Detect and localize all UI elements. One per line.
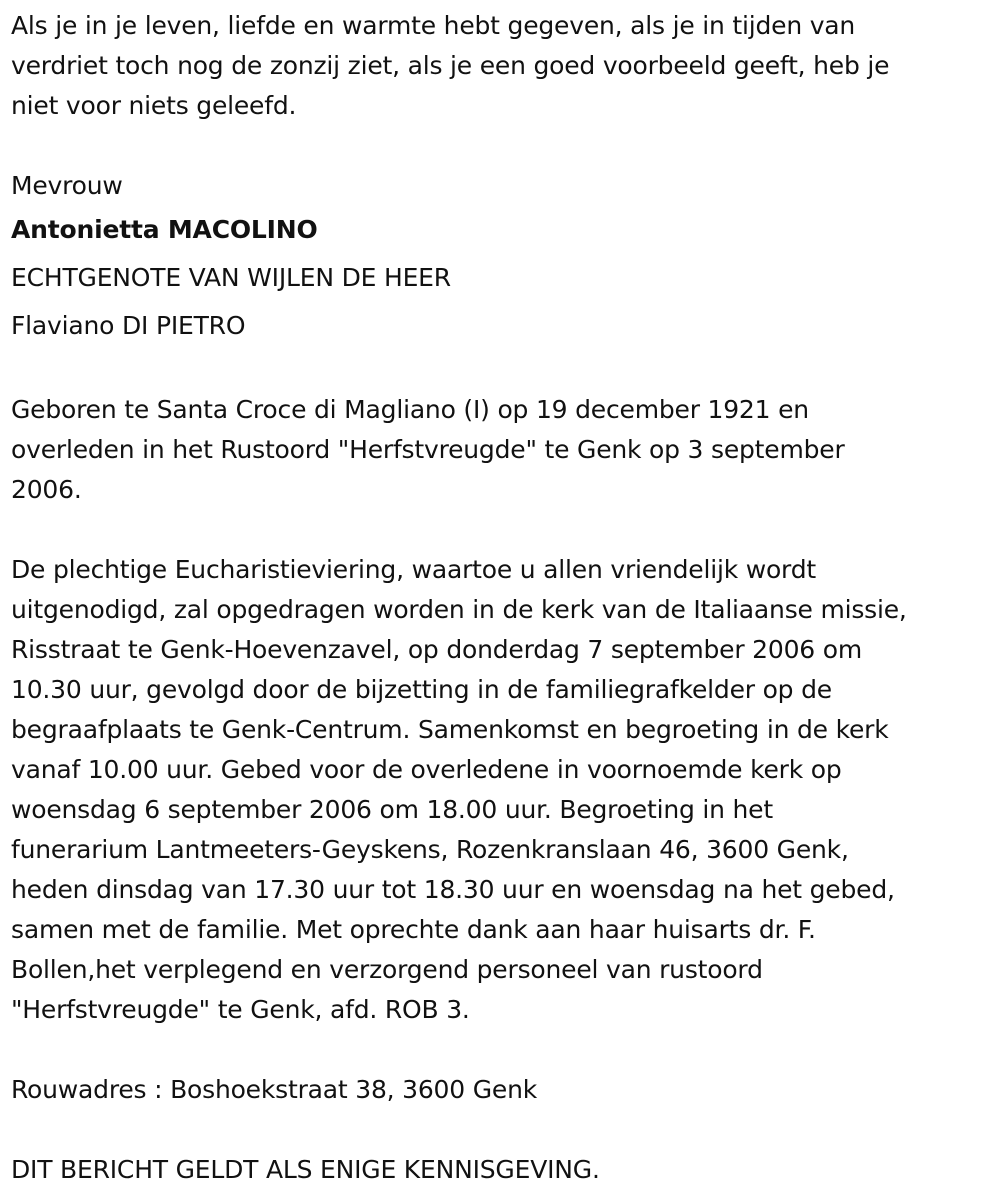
official-notice-text: DIT BERICHT GELDT ALS ENIGE KENNISGEVING. xyxy=(11,1155,600,1184)
birth-death-line: 2006. xyxy=(11,475,82,504)
deceased-header xyxy=(11,166,451,350)
ceremony-line: uitgenodigd, zal opgedragen worden in de kerk van de Italiaanse missie, xyxy=(11,595,907,624)
ceremony-line: woensdag 6 september 2006 om 18.00 uur. Begroeting in het xyxy=(11,795,773,824)
official-notice xyxy=(11,1150,600,1190)
birth-death-paragraph xyxy=(11,390,845,510)
ceremony-line: begraafplaats te Genk-Centrum. Samenkomst en begroeting in de kerk xyxy=(11,715,889,744)
spouse-name: Flaviano DI PIETRO xyxy=(11,311,246,340)
ceremony-line: samen met de familie. Met oprechte dank aan haar huisarts dr. F. xyxy=(11,915,816,944)
verse-line: Als je in je leven, liefde en warmte hebt gegeven, als je in tijden van xyxy=(11,11,856,40)
verse-line: verdriet toch nog de zonzij ziet, als je een goed voorbeeld geeft, heb je xyxy=(11,51,890,80)
salutation: Mevrouw xyxy=(11,171,123,200)
ceremony-line: vanaf 10.00 uur. Gebed voor de overledene in voornoemde kerk op xyxy=(11,755,842,784)
deceased-name: Antonietta MACOLINO xyxy=(11,215,318,244)
verse-line: niet voor niets geleefd. xyxy=(11,91,297,120)
mourning-address xyxy=(11,1070,537,1110)
mourning-address-text: Rouwadres : Boshoekstraat 38, 3600 Genk xyxy=(11,1075,537,1104)
ceremony-line: Risstraat te Genk-Hoevenzavel, op donderdag 7 september 2006 om xyxy=(11,635,862,664)
ceremony-line: De plechtige Eucharistieviering, waartoe u allen vriendelijk wordt xyxy=(11,555,816,584)
memorial-verse xyxy=(11,6,889,126)
ceremony-paragraph xyxy=(11,550,907,1030)
ceremony-line: funerarium Lantmeeters-Geyskens, Rozenkranslaan 46, 3600 Genk, xyxy=(11,835,849,864)
ceremony-line: "Herfstvreugde" te Genk, afd. ROB 3. xyxy=(11,995,470,1024)
relation-line: ECHTGENOTE VAN WIJLEN DE HEER xyxy=(11,263,451,292)
birth-death-line: Geboren te Santa Croce di Magliano (I) op 19 december 1921 en xyxy=(11,395,809,424)
ceremony-line: Bollen,het verplegend en verzorgend personeel van rustoord xyxy=(11,955,763,984)
birth-death-line: overleden in het Rustoord "Herfstvreugde" te Genk op 3 september xyxy=(11,435,845,464)
ceremony-line: heden dinsdag van 17.30 uur tot 18.30 uur en woensdag na het gebed, xyxy=(11,875,895,904)
ceremony-line: 10.30 uur, gevolgd door de bijzetting in de familiegrafkelder op de xyxy=(11,675,832,704)
